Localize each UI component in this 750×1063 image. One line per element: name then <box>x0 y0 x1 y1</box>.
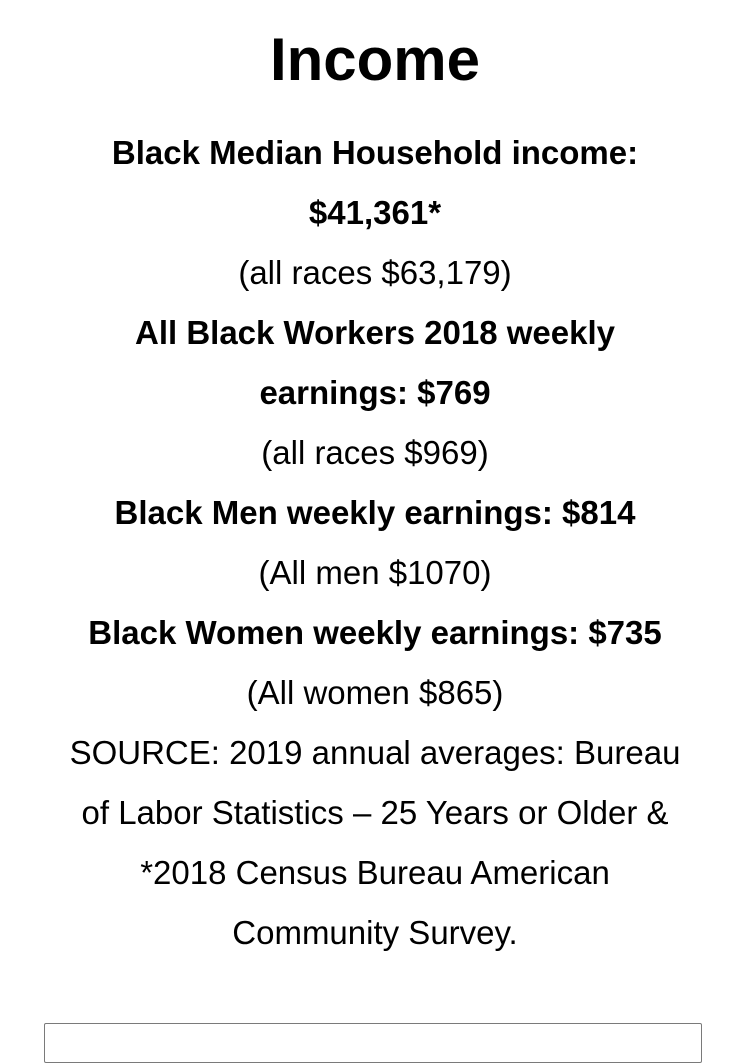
all-women-weekly: (All women $865) <box>246 674 504 711</box>
bottom-content-box <box>44 1023 702 1063</box>
income-statistics <box>20 123 730 963</box>
page-title: Income <box>269 26 481 93</box>
black-women-weekly: Black Women weekly earnings: $735 <box>88 614 662 651</box>
source-line-2: of Labor Statistics – 25 Years or Older & <box>81 794 669 831</box>
black-workers-weekly-label: All Black Workers 2018 weekly <box>134 314 615 351</box>
source-line-3: *2018 Census Bureau American <box>140 854 610 891</box>
black-median-household-value: $41,361* <box>308 194 442 231</box>
all-men-weekly: (All men $1070) <box>258 554 492 591</box>
black-workers-weekly-value: earnings: $769 <box>259 374 491 411</box>
black-median-household-label: Black Median Household income: <box>111 134 639 171</box>
source-line-1: SOURCE: 2019 annual averages: Bureau <box>69 734 681 771</box>
black-men-weekly: Black Men weekly earnings: $814 <box>114 494 636 531</box>
source-line-4: Community Survey. <box>232 914 518 951</box>
all-races-household-value: (all races $63,179) <box>238 254 512 291</box>
all-races-weekly-value: (all races $969) <box>261 434 489 471</box>
